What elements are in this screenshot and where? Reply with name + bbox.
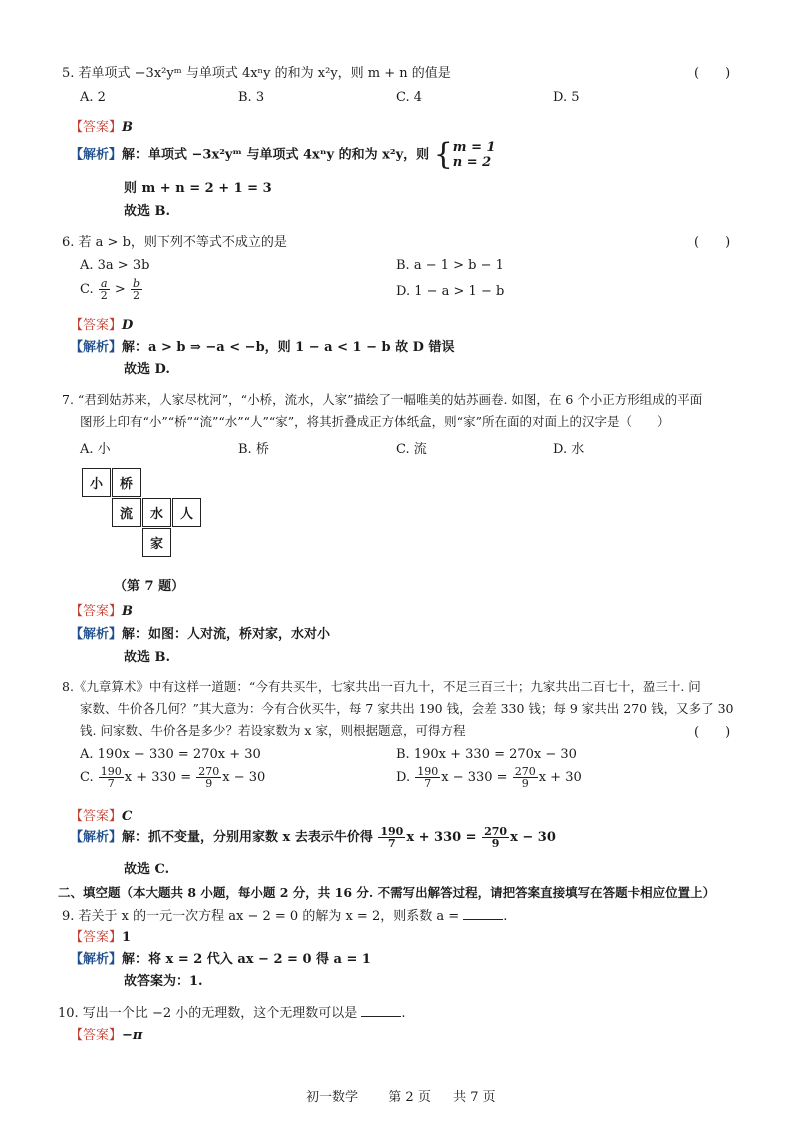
answer-tag: 【答案】 <box>70 809 123 824</box>
net-cell-jia: 家 <box>142 528 171 557</box>
q8-stem-line1: 8.《九章算术》中有这样一道题：“今有共买牛，七家共出一百九十，不足三百三十；九家共出二百七十，盈三十. 问 <box>62 679 701 694</box>
q7-option-a: A. 小 <box>80 442 111 457</box>
q8-option-c-prefix: C. <box>80 770 94 785</box>
q8-analysis-middle: x + 330 = <box>406 830 477 845</box>
q8-option-d-prefix: D. <box>396 770 411 785</box>
q8-option-c <box>80 766 265 789</box>
q6-option-b: B. a − 1 > b − 1 <box>396 258 504 273</box>
q8-stem-line3: 钱. 问家数、牛价各是多少？若设家数为 x 家，则根据题意，可得方程 <box>80 723 466 738</box>
q9-answer <box>70 926 131 945</box>
section2-title: 二、填空题（本大题共 8 小题，每小题 2 分，共 16 分. 不需写出解答过程，请把答案直接填写在答题卡相应位置上） <box>58 885 716 900</box>
q10-answer <box>70 1024 142 1043</box>
page-footer <box>306 1086 496 1105</box>
footer-total-pages: 共 7 页 <box>453 1090 496 1105</box>
numerator: 190 <box>100 765 122 778</box>
q5-system-row2: n = 2 <box>452 155 492 170</box>
answer-value: B <box>122 120 134 135</box>
q10-blank <box>361 1006 401 1017</box>
q10-stem-end: . <box>401 1006 406 1021</box>
q8-answer-paren: ( ) <box>694 725 731 740</box>
answer-value: D <box>122 318 134 333</box>
denominator: 7 <box>388 837 396 850</box>
q6-analysis-line1: 解：a > b ⇒ −a < −b，则 1 − a < 1 − b 故 D 错误 <box>122 340 455 355</box>
fraction <box>415 766 440 789</box>
answer-value: B <box>122 604 134 619</box>
q5-equation-system: { m = 1 n = 2 <box>433 137 496 172</box>
q6-option-a: A. 3a > 3b <box>80 258 150 273</box>
fraction <box>378 826 405 849</box>
answer-value: 1 <box>122 930 132 945</box>
q5-option-c: C. 4 <box>396 90 423 105</box>
q5-analysis-line3: 故选 B. <box>124 204 171 219</box>
q9-stem-text: 9. 若关于 x 的一元一次方程 ax − 2 = 0 的解为 x = 2，则系数 a = <box>62 909 460 924</box>
q8-analysis-pre: 解：抓不变量，分别用家数 x 去表示牛价得 <box>122 830 373 845</box>
q6-stem: 6. 若 a > b，则下列不等式不成立的是 <box>62 235 287 250</box>
answer-tag: 【答案】 <box>70 930 123 945</box>
q7-option-c: C. 流 <box>396 442 427 457</box>
answer-tag: 【答案】 <box>70 1028 123 1043</box>
numerator: 270 <box>514 765 536 778</box>
net-cell-shui: 水 <box>142 498 171 527</box>
q6-analysis-line2: 故选 D. <box>124 362 170 377</box>
numerator: 270 <box>198 765 220 778</box>
q7-analysis <box>70 623 330 642</box>
net-cell-liu: 流 <box>112 498 141 527</box>
q8-option-c-middle: x + 330 = <box>124 770 192 785</box>
q5-analysis-line1: 解：单项式 −3x²yᵐ 与单项式 4xⁿy 的和为 x²y，则 <box>122 147 430 163</box>
q8-option-d-end: x + 30 <box>538 770 582 785</box>
q5-answer <box>70 116 133 135</box>
q5-system-row1: m = 1 <box>452 140 496 155</box>
numerator: b <box>132 277 140 290</box>
q8-option-b: B. 190x + 330 = 270x − 30 <box>396 747 577 762</box>
q5-answer-paren: ( ) <box>694 66 731 81</box>
footer-subject: 初一数学 <box>306 1090 359 1105</box>
q7-figure-caption: （第 7 题） <box>114 579 185 594</box>
q5-option-a: A. 2 <box>80 90 106 105</box>
q5-stem: 5. 若单项式 −3x²yᵐ 与单项式 4xⁿy 的和为 x²y，则 m + n 的值是 <box>62 66 451 81</box>
net-cell-xiao: 小 <box>82 468 111 497</box>
numerator: 270 <box>484 825 508 838</box>
denominator: 9 <box>205 777 213 790</box>
q7-stem-line1: 7. “君到姑苏来，人家尽枕河”，“小桥，流水，人家”描绘了一幅唯美的姑苏画卷. 如图，在 6 个小正方形组成的平面 <box>62 392 703 407</box>
numerator: a <box>99 278 110 290</box>
q8-analysis <box>70 826 556 849</box>
analysis-tag: 【解析】 <box>70 147 123 163</box>
numerator: 190 <box>417 765 439 778</box>
denominator: 7 <box>424 777 432 790</box>
q7-answer <box>70 600 133 619</box>
analysis-tag: 【解析】 <box>70 830 123 845</box>
answer-tag: 【答案】 <box>70 604 123 619</box>
q6-option-d: D. 1 − a > 1 − b <box>396 284 505 299</box>
q6-option-c <box>80 278 143 301</box>
q7-option-d: D. 水 <box>553 442 585 457</box>
q5-analysis-line2: 则 m + n = 2 + 1 = 3 <box>124 181 272 196</box>
q5-option-d: D. 5 <box>553 90 580 105</box>
q7-option-b: B. 桥 <box>238 442 269 457</box>
q9-analysis-line1: 解：将 x = 2 代入 ax − 2 = 0 得 a = 1 <box>122 952 371 967</box>
q6-analysis <box>70 336 454 355</box>
q8-stem-line2: 家数、牛价各几何？”其大意为：今有合伙买牛，每 7 家共出 190 钱，会差 330 钱；每 9 家共出 270 钱，又多了 30 <box>80 701 734 716</box>
denominator: 9 <box>521 777 529 790</box>
q10-stem <box>58 1002 406 1021</box>
denominator: 2 <box>100 289 108 302</box>
q7-stem-line2: 图形上印有“小”“桥”“流”“水”“人”“家”，将其折叠成正方体纸盒，则“家”所在面的对面上的汉字是（ ） <box>80 414 670 429</box>
numerator: 190 <box>380 825 404 838</box>
fraction <box>99 766 124 789</box>
analysis-tag: 【解析】 <box>70 340 123 355</box>
answer-value: −π <box>122 1028 143 1043</box>
q8-analysis-end: x − 30 <box>510 830 556 845</box>
q6-option-c-operator: > <box>114 282 126 297</box>
q6-answer-paren: ( ) <box>694 235 731 250</box>
q8-option-d-middle: x − 330 = <box>441 770 508 785</box>
analysis-tag: 【解析】 <box>70 627 123 642</box>
fraction <box>131 278 142 301</box>
q7-analysis-line2: 故选 B. <box>124 650 171 665</box>
analysis-tag: 【解析】 <box>70 952 123 967</box>
q10-stem-text: 10. 写出一个比 −2 小的无理数，这个无理数可以是 <box>58 1006 358 1021</box>
net-cell-qiao: 桥 <box>112 468 141 497</box>
denominator: 7 <box>107 777 115 790</box>
q8-answer <box>70 805 132 824</box>
q8-option-a: A. 190x − 330 = 270x + 30 <box>80 747 261 762</box>
net-cell-ren: 人 <box>172 498 201 527</box>
q9-blank <box>463 909 503 920</box>
q9-stem-end: . <box>503 909 508 924</box>
q6-option-c-prefix: C. <box>80 282 94 297</box>
q6-answer <box>70 314 133 333</box>
q7-analysis-line1: 解：如图：人对流，桥对家，水对小 <box>122 627 331 642</box>
q5-option-b: B. 3 <box>238 90 265 105</box>
fraction <box>482 826 509 849</box>
q8-option-c-end: x − 30 <box>222 770 266 785</box>
answer-tag: 【答案】 <box>70 120 123 135</box>
fraction <box>196 766 221 789</box>
q9-analysis-line2: 故答案为：1. <box>124 974 203 989</box>
q8-option-d <box>396 766 582 789</box>
answer-tag: 【答案】 <box>70 318 123 333</box>
q9-stem <box>62 905 507 924</box>
fraction <box>513 766 538 789</box>
fraction <box>99 278 110 301</box>
denominator: 9 <box>491 837 500 850</box>
denominator: 2 <box>132 289 140 302</box>
q8-analysis-line2: 故选 C. <box>124 862 170 877</box>
q5-analysis <box>70 137 496 172</box>
answer-value: C <box>122 809 133 824</box>
q9-analysis <box>70 948 371 967</box>
footer-page-number: 第 2 页 <box>388 1090 431 1105</box>
